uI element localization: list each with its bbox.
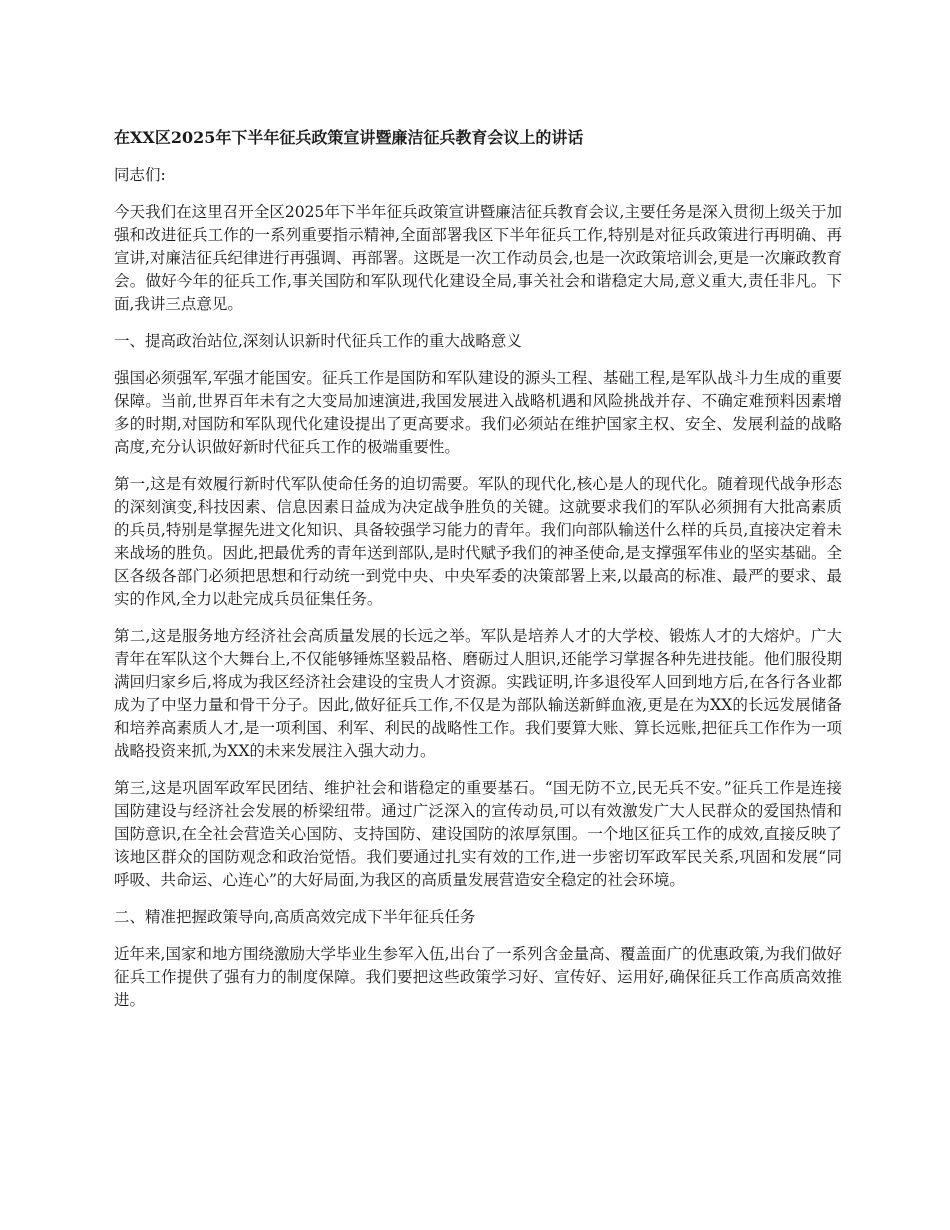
document-title: 在XX区2025年下半年征兵政策宣讲暨廉洁征兵教育会议上的讲话 <box>114 128 584 147</box>
salutation: 同志们: <box>114 166 166 184</box>
paragraph-point-3: 第三,这是巩固军政军民团结、维护社会和谐稳定的重要基石。“国无防不立,民无兵不安。”征兵工作是连接国防建设与经济社会发展的桥梁纽带。通过广泛深入的宣传动员,可以有效激发广大人民群众的爱国热情和国防意识,在全社会营造关心国防、支持国防、建设国防的浓厚氛围。一个地区征兵工作的成效,直接反映了该地区群众的国防观念和政治觉悟。我们要通过扎实有效的工作,进一步密切军政军民关系,巩固和发展“同呼吸、共命运、心连心”的大好局面,为我区的高质量发展营造安全稳定的社会环境。 <box>114 779 842 889</box>
paragraph-strong-army: 强国必须强军,军强才能国安。征兵工作是国防和军队建设的源头工程、基础工程,是军队战斗力生成的重要保障。当前,世界百年未有之大变局加速演进,我国发展进入战略机遇和风险挑战并存、不确定难预料因素增多的时期,对国防和军队现代化建设提出了更高要求。我们必须站在维护国家主权、安全、发展利益的战略高度,充分认识做好新时代征兵工作的极端重要性。 <box>114 369 842 456</box>
document-page <box>114 126 842 1026</box>
paragraph-policy: 近年来,国家和地方围绕激励大学毕业生参军入伍,出台了一系列含金量高、覆盖面广的优惠政策,为我们做好征兵工作提供了强有力的制度保障。我们要把这些政策学习好、宣传好、运用好,确保征兵工作高质高效推进。 <box>114 945 842 1009</box>
paragraph-point-1: 第一,这是有效履行新时代军队使命任务的迫切需要。军队的现代化,核心是人的现代化。随着现代战争形态的深刻演变,科技因素、信息因素日益成为决定战争胜负的关键。这就要求我们的军队必须拥有大批高素质的兵员,特别是掌握先进文化知识、具备较强学习能力的青年。我们向部队输送什么样的兵员,直接决定着未来战场的胜负。因此,把最优秀的青年送到部队,是时代赋予我们的神圣使命,是支撑强军伟业的坚实基础。全区各级各部门必须把思想和行动统一到党中央、中央军委的决策部署上来,以最高的标准、最严的要求、最实的作风,全力以赴完成兵员征集任务。 <box>114 475 842 608</box>
paragraph-point-2: 第二,这是服务地方经济社会高质量发展的长远之举。军队是培养人才的大学校、锻炼人才的大熔炉。广大青年在军队这个大舞台上,不仅能够锤炼坚毅品格、磨砺过人胆识,还能学习掌握各种先进技能。他们服役期满回归家乡后,将成为我区经济社会建设的宝贵人才资源。实践证明,许多退役军人回到地方后,在各行各业都成为了中坚力量和骨干分子。因此,做好征兵工作,不仅是为部队输送新鲜血液,更是在为XX的长远发展储备和培养高素质人才,是一项利国、利军、利民的战略性工作。我们要算大账、算长远账,把征兵工作作为一项战略投资来抓,为XX的未来发展注入强大动力。 <box>114 627 842 760</box>
paragraph-intro: 今天我们在这里召开全区2025年下半年征兵政策宣讲暨廉洁征兵教育会议,主要任务是深入贯彻上级关于加强和改进征兵工作的一系列重要指示精神,全面部署我区下半年征兵工作,特别是对征兵政策进行再明确、再宣讲,对廉洁征兵纪律进行再强调、再部署。这既是一次工作动员会,也是一次政策培训会,更是一次廉政教育会。做好今年的征兵工作,事关国防和军队现代化建设全局,事关社会和谐稳定大局,意义重大,责任非凡。下面,我讲三点意见。 <box>114 203 842 313</box>
section-heading-1: 一、提高政治站位,深刻认识新时代征兵工作的重大战略意义 <box>114 332 522 350</box>
section-heading-2: 二、精准把握政策导向,高质高效完成下半年征兵任务 <box>114 908 476 926</box>
